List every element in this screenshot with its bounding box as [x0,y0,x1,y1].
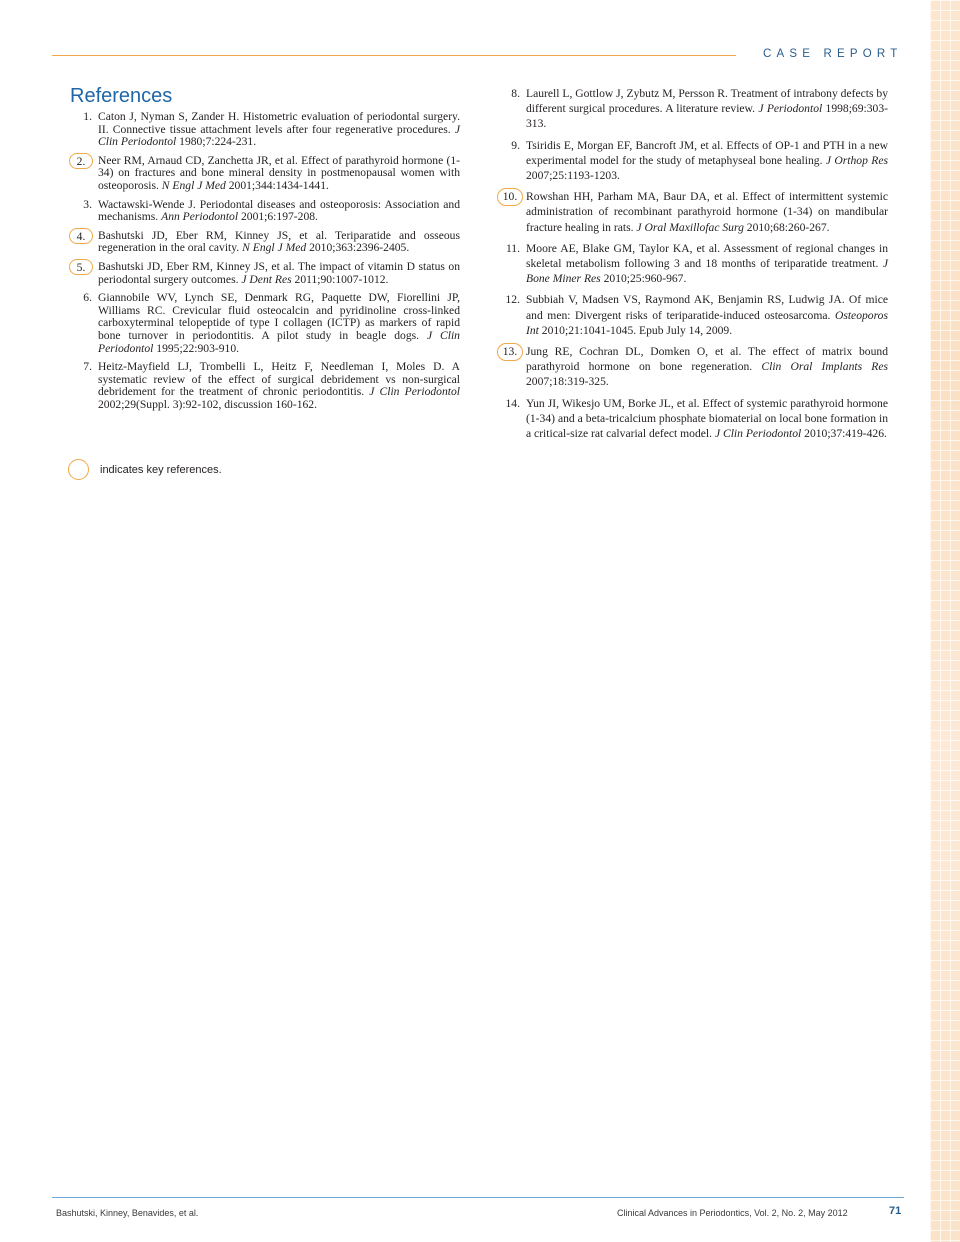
footer-rule [52,1197,904,1198]
reference-number: 12. [505,293,520,307]
journal-name: Ann Periodontol [161,210,239,224]
reference-5: 5. Bashutski JD, Eber RM, Kinney JS, et al. The impact of vitamin D status on periodontal surgery outcomes. J Dent Res 2011;90:1007-1012. [70,261,460,286]
reference-number: 3. [83,197,92,211]
reference-number: 7. [83,360,92,374]
reference-6: 6. Giannobile WV, Lynch SE, Denmark RG, Paquette DW, Fiorellini JP, Williams RC. Crevicular fluid osteocalcin and pyridinoline cross-linked carboxyterminal telopeptide of type I collagen (ICTP) as markers of rapid bone turnover in periodontitis. A pilot study in beagle dogs. J Clin Periodontol 1995;22:903-910. [70,292,460,355]
journal-name: N Engl J Med [161,178,226,192]
journal-name: N Engl J Med [242,241,307,255]
journal-name: J Oral Maxillofac Surg [636,220,744,234]
header-rule [52,55,736,56]
key-reference-number: 13. [497,343,523,361]
reference-number: 8. [511,87,520,100]
reference-12: 12. Subbiah V, Madsen VS, Raymond AK, Benjamin RS, Ludwig JA. Of mice and men: Divergent risks of teriparatide-induced osteosarcoma. Osteoporos Int 2010;21:1041-1045. Epub July 14, 2009. [498,292,888,338]
reference-13: 13. Jung RE, Cochran DL, Domken O, et al. The effect of matrix bound parathyroid hormone on bone regeneration. Clin Oral Implants Res 2007;18:319-325. [498,344,888,390]
reference-4: 4. Bashutski JD, Eber RM, Kinney JS, et al. Teriparatide and osseous regeneration in the oral cavity. N Engl J Med 2010;363:2396-2405. [70,230,460,255]
key-reference-number: 5. [69,259,93,275]
journal-name: J Clin Periodontol [714,427,802,441]
journal-name: J Clin Periodontol [369,385,460,399]
references-column-left [70,111,460,417]
journal-name: J Clin Periodontol [98,122,460,149]
reference-11: 11. Moore AE, Blake GM, Taylor KA, et al. Assessment of regional changes in skeletal metabolism following 3 and 18 months of teriparatide treatment. J Bone Miner Res 2010;25:960-967. [498,241,888,287]
reference-9: 9. Tsiridis E, Morgan EF, Bancroft JM, et al. Effects of OP-1 and PTH in a new experimental model for the study of metaphyseal bone healing. J Orthop Res 2007;25:1193-1203. [498,138,888,184]
reference-3: 3. Wactawski-Wende J. Periodontal diseases and osteoporosis: Association and mechanisms. Ann Periodontol 2001;6:197-208. [70,199,460,224]
journal-name: J Clin Periodontol [98,328,460,355]
key-references-text: indicates key references. [100,463,222,476]
decorative-side-strip [930,0,960,1242]
key-circle-icon [68,459,89,480]
page-number: 71 [889,1205,902,1217]
journal-name: J Orthop Res [825,153,888,167]
key-reference-number: 10. [497,188,523,206]
references-heading: References [70,85,173,107]
reference-number: 14. [505,396,520,410]
reference-1: 1. Caton J, Nyman S, Zander H. Histometric evaluation of periodontal surgery. II. Connective tissue attachment levels after four regenerative procedures. J Clin Periodontol 1980;7:224-231. [70,111,460,149]
key-reference-number: 2. [69,153,93,169]
reference-2: 2. Neer RM, Arnaud CD, Zanchetta JR, et al. Effect of parathyroid hormone (1-34) on fractures and bone mineral density in postmenopausal women with osteoporosis. N Engl J Med 2001;344:1434-1441. [70,155,460,193]
reference-10: 10. Rowshan HH, Parham MA, Baur DA, et al. Effect of intermittent systemic administration of recombinant parathyroid hormone (1-34) on mandibular fracture healing in rats. J Oral Maxillofac Surg 2010;68:260-267. [498,189,888,235]
reference-7: 7. Heitz-Mayfield LJ, Trombelli L, Heitz F, Needleman I, Moles D. A systematic review of the effect of surgical debridement vs non-surgical debridement for the treatment of chronic periodontitis. J Clin Periodontol 2002;29(Suppl. 3):92-102, discussion 160-162. [70,361,460,411]
footer-journal-info: Clinical Advances in Periodontics, Vol. 2, No. 2, May 2012 [617,1208,848,1218]
reference-8: 8. Laurell L, Gottlow J, Zybutz M, Persson R. Treatment of intrabony defects by different surgical procedures. A literature review. J Periodontol 1998;69:303-313. [498,86,888,132]
reference-number: 6. [83,291,92,305]
footer-authors: Bashutski, Kinney, Benavides, et al. [56,1208,199,1218]
references-column-right [498,86,888,447]
key-reference-number: 4. [69,228,93,244]
journal-name: Clin Oral Implants Res [761,360,888,374]
journal-name: Osteoporos Int [526,308,888,337]
reference-14: 14. Yun JI, Wikesjo UM, Borke JL, et al. Effect of systemic parathyroid hormone (1-34) and a beta-tricalcium phosphate biomaterial on local bone formation in a critical-size rat calvarial defect model. J Clin Periodontol 2010;37:419-426. [498,396,888,442]
journal-name: J Bone Miner Res [526,257,888,286]
reference-number: 9. [511,138,520,152]
reference-number: 11. [505,241,520,255]
journal-name: J Dent Res [241,272,292,286]
key-references-legend [68,459,222,480]
reference-number: 1. [83,110,92,123]
journal-name: J Periodontol [758,102,823,116]
section-label: CASE REPORT [763,48,903,60]
